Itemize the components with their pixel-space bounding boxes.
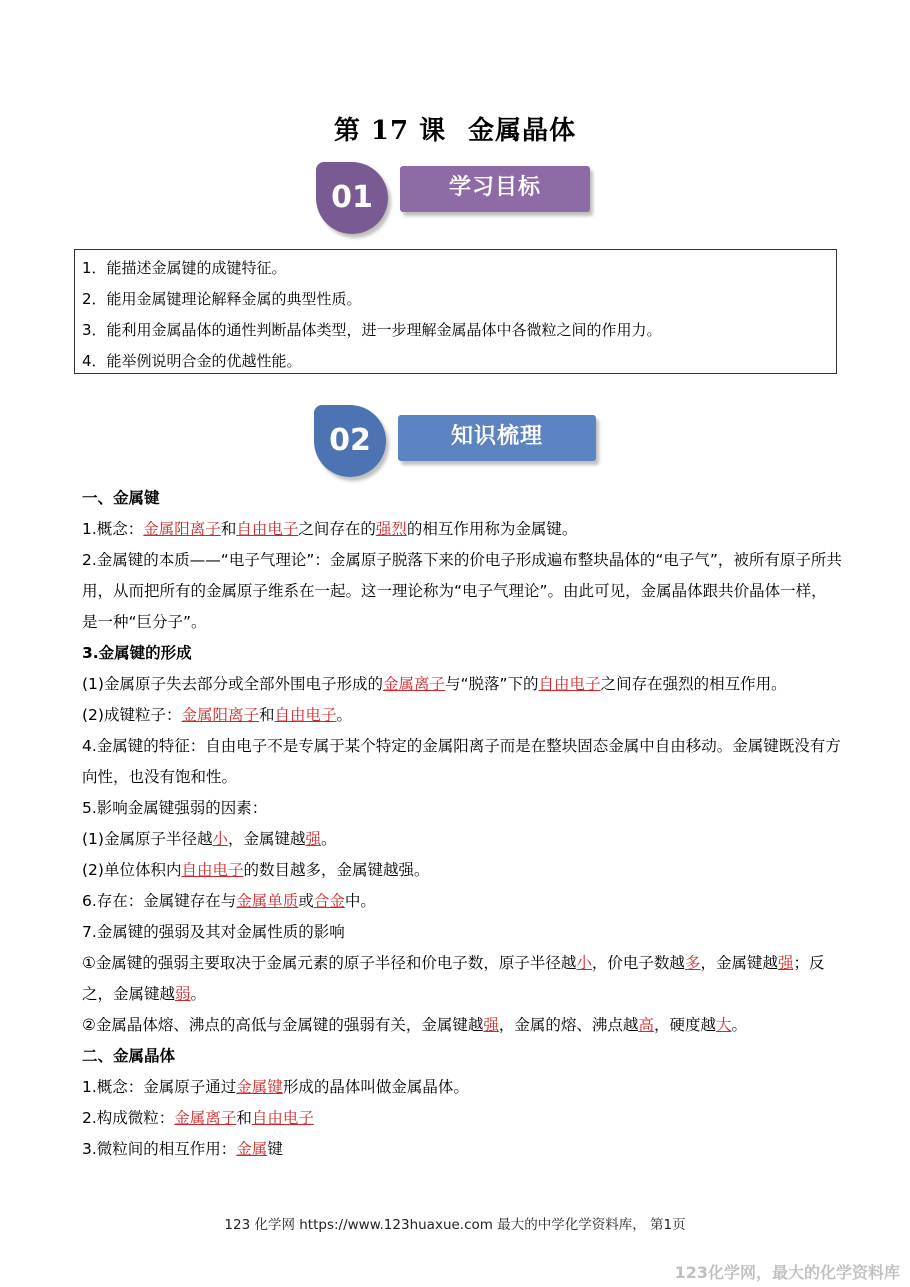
paragraph-factor-1: (1)金属原子半径越小，金属键越强。 [82, 830, 337, 848]
section-number: 01 [316, 162, 388, 234]
paragraph-formation-1: (1)金属原子失去部分或全部外围电子形成的金属离子与“脱落”下的自由电子之间存在强烈的相互作用。 [82, 675, 787, 693]
paragraph-influence: 7.金属键的强弱及其对金属性质的影响 [82, 923, 345, 941]
paragraph-factor-2: (2)单位体积内自由电子的数目越多，金属键越强。 [82, 861, 430, 879]
lesson-number: 第 17 课 [333, 116, 447, 146]
paragraph-influence-1: ①金属键的强弱主要取决于金属元素的原子半径和价电子数，原子半径越小，价电子数越多，金属键越强；反之，金属键越弱。 [82, 954, 825, 1003]
paragraph-factors: 5.影响金属键强弱的因素： [82, 799, 268, 817]
goal-item: 1．能描述金属键的成键特征。 [82, 259, 287, 277]
knowledge-content [82, 483, 842, 1165]
section-label: 学习目标 [400, 166, 590, 212]
goal-item: 2．能用金属键理论解释金属的典型性质。 [82, 290, 362, 308]
section-label: 知识梳理 [398, 415, 596, 461]
paragraph-crystal-concept: 1.概念：金属原子通过金属键形成的晶体叫做金属晶体。 [82, 1078, 469, 1096]
paragraph-concept: 1.概念：金属阳离子和自由电子之间存在的强烈的相互作用称为金属键。 [82, 520, 578, 538]
goal-item: 4．能举例说明合金的优越性能。 [82, 352, 302, 370]
paragraph-formation-2: (2)成键粒子：金属阳离子和自由电子。 [82, 706, 353, 724]
section-number: 02 [314, 405, 386, 477]
paragraph-crystal-particles: 2.构成微粒：金属离子和自由电子 [82, 1109, 314, 1127]
paragraph-existence: 6.存在：金属键存在与金属单质或合金中。 [82, 892, 376, 910]
paragraph-influence-2: ②金属晶体熔、沸点的高低与金属键的强弱有关，金属键越强，金属的熔、沸点越高，硬度越大。 [82, 1016, 747, 1034]
heading-metal-crystal: 二、金属晶体 [82, 1047, 176, 1065]
goals-box [74, 249, 837, 374]
page-footer: 123 化学网 https://www.123huaxue.com 最大的中学化学资料库， 第1页 [224, 1217, 686, 1233]
paragraph-features: 4.金属键的特征：自由电子不是专属于某个特定的金属阳离子而是在整块固态金属中自由移动。金属键既没有方向性，也没有饱和性。 [82, 737, 841, 786]
paragraph-crystal-interaction: 3.微粒间的相互作用：金属键 [82, 1140, 283, 1158]
goal-item: 3．能利用金属晶体的通性判断晶体类型，进一步理解金属晶体中各微粒之间的作用力。 [82, 321, 662, 339]
subheading-formation: 3.金属键的形成 [82, 644, 192, 662]
paragraph-essence: 2.金属键的本质——“电子气理论”：金属原子脱落下来的价电子形成遍布整块晶体的“电子气”，被所有原子所共用，从而把所有的金属原子维系在一起。这一理论称为“电子气理论”。由此可见，金属晶体跟共价晶体一样，是一种“巨分子”。 [82, 551, 842, 631]
lesson-name: 金属晶体 [468, 116, 577, 146]
watermark: 123化学网，最大的化学资料库 [674, 1263, 900, 1282]
page-title [0, 110, 910, 147]
heading-metal-bond: 一、金属键 [82, 489, 160, 507]
